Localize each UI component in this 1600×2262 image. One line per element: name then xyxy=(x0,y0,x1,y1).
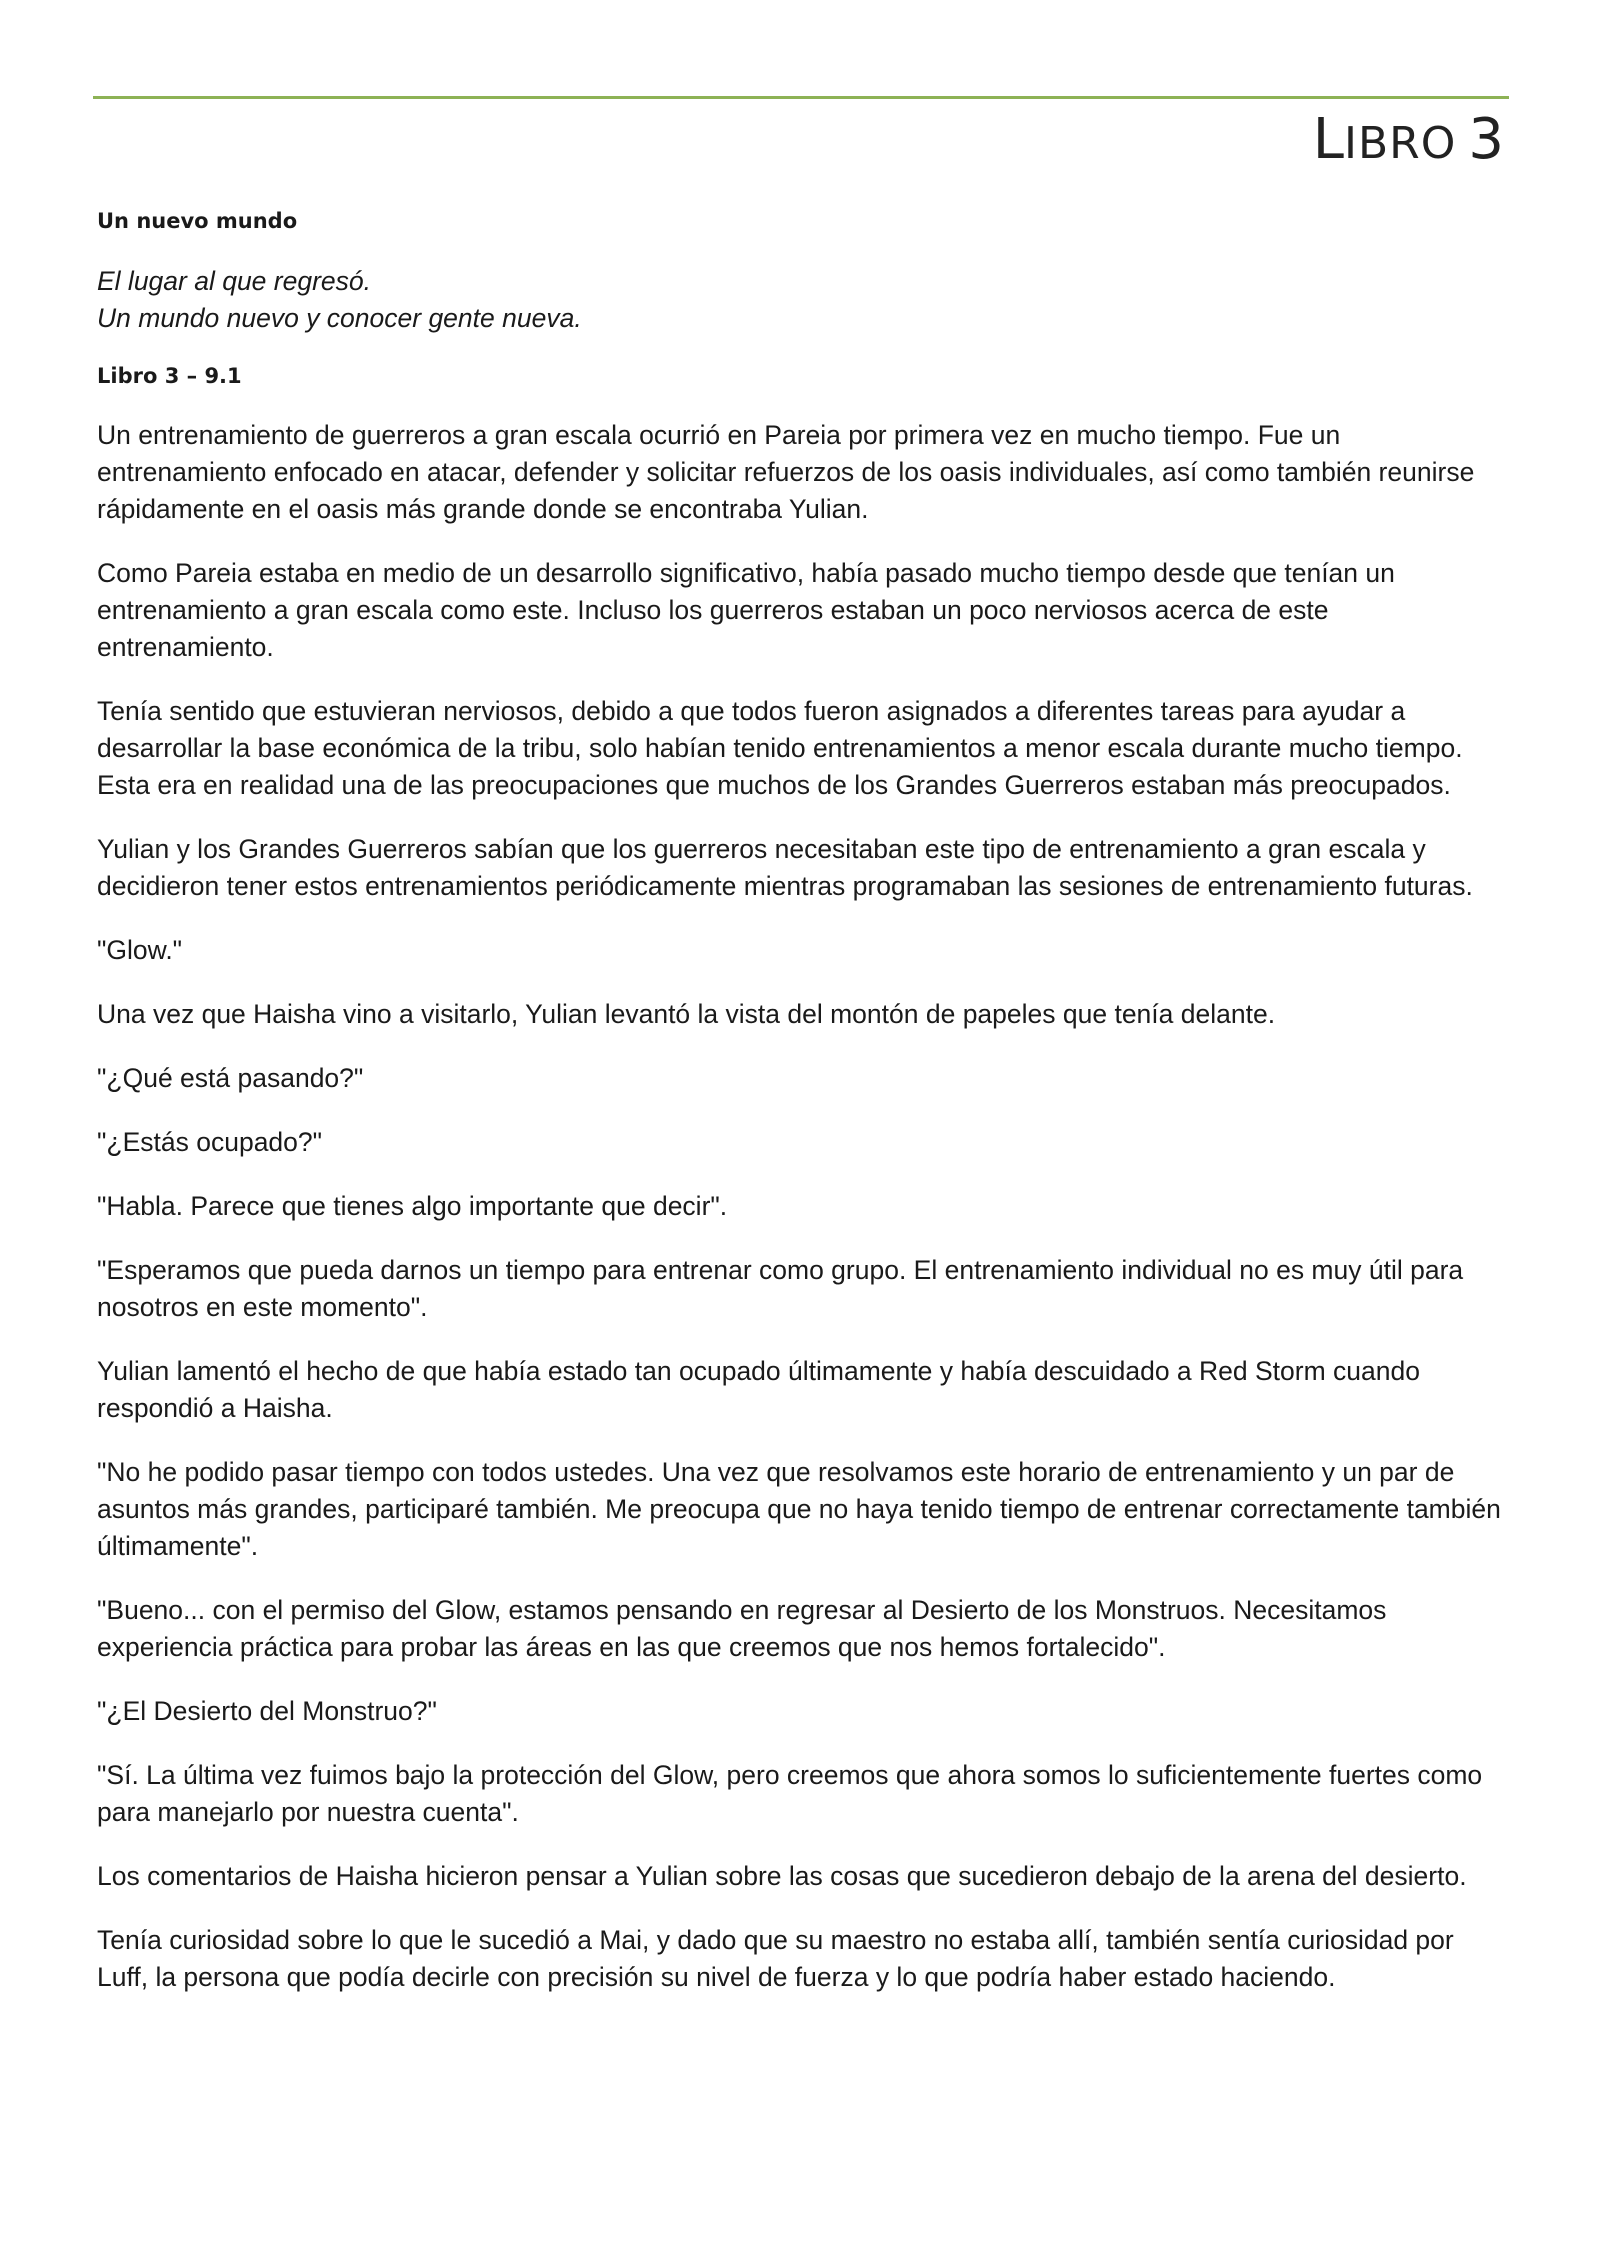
paragraph: Los comentarios de Haisha hicieron pensar a Yulian sobre las cosas que sucedieron debajo de la arena del desierto. xyxy=(97,1861,1467,1891)
dialogue-line: "Glow." xyxy=(97,935,183,965)
paragraph: Yulian y los Grandes Guerreros sabían que los guerreros necesitaban este tipo de entrenamiento a gran escala y decidieron tener estos entrenamientos periódicamente mientras programaban las sesiones de entrenamiento futuras. xyxy=(97,834,1473,901)
epigraph-line-2: Un mundo nuevo y conocer gente nueva. xyxy=(97,303,582,333)
book-title-rest: IBRO xyxy=(1343,118,1457,169)
book-title-number: 3 xyxy=(1468,107,1504,172)
header-rule xyxy=(93,96,1509,99)
dialogue-line: "¿Qué está pasando?" xyxy=(97,1063,364,1093)
epigraph-line-1: El lugar al que regresó. xyxy=(97,266,371,296)
book-title-initial: L xyxy=(1312,107,1344,172)
book-title xyxy=(1312,107,1504,172)
section-heading: Un nuevo mundo xyxy=(97,209,298,233)
paragraph: Tenía curiosidad sobre lo que le sucedió a Mai, y dado que su maestro no estaba allí, también sentía curiosidad por Luff, la persona que podía decirle con precisión su nivel de fuerza y lo que podría haber estado haciendo. xyxy=(97,1925,1454,1992)
epigraph xyxy=(97,263,1509,337)
dialogue-line: "¿El Desierto del Monstruo?" xyxy=(97,1696,437,1726)
dialogue-line: "Habla. Parece que tienes algo importante que decir". xyxy=(97,1191,728,1221)
dialogue-line: "¿Estás ocupado?" xyxy=(97,1127,323,1157)
paragraph: Tenía sentido que estuvieran nerviosos, debido a que todos fueron asignados a diferentes tareas para ayudar a desarrollar la base económica de la tribu, solo habían tenido entrenamientos a menor escala durante mucho tiempo. Esta era en realidad una de las preocupaciones que muchos de los Grandes Guerreros estaban más preocupados. xyxy=(97,696,1463,800)
paragraph: Como Pareia estaba en medio de un desarrollo significativo, había pasado mucho tiempo desde que tenían un entrenamiento a gran escala como este. Incluso los guerreros estaban un poco nerviosos acerca de este entrenamiento. xyxy=(97,558,1395,662)
paragraph: Un entrenamiento de guerreros a gran escala ocurrió en Pareia por primera vez en mucho tiempo. Fue un entrenamiento enfocado en atacar, defender y solicitar refuerzos de los oasis individuales, así como también reunirse rápidamente en el oasis más grande donde se encontraba Yulian. xyxy=(97,420,1475,524)
dialogue-line: "Bueno... con el permiso del Glow, estamos pensando en regresar al Desierto de los Monstruos. Necesitamos experiencia práctica para probar las áreas en las que creemos que nos hemos fortalecido". xyxy=(97,1595,1387,1662)
chapter-heading: Libro 3 – 9.1 xyxy=(97,364,242,388)
dialogue-line: "No he podido pasar tiempo con todos ustedes. Una vez que resolvamos este horario de entrenamiento y un par de asuntos más grandes, participaré también. Me preocupa que no haya tenido tiempo de entrenar correctamente también últimamente". xyxy=(97,1457,1501,1561)
document-body xyxy=(97,205,1509,2023)
paragraph: Yulian lamentó el hecho de que había estado tan ocupado últimamente y había descuidado a Red Storm cuando respondió a Haisha. xyxy=(97,1356,1420,1423)
dialogue-line: "Sí. La última vez fuimos bajo la protección del Glow, pero creemos que ahora somos lo suficientemente fuertes como para manejarlo por nuestra cuenta". xyxy=(97,1760,1483,1827)
paragraph: Una vez que Haisha vino a visitarlo, Yulian levantó la vista del montón de papeles que tenía delante. xyxy=(97,999,1276,1029)
dialogue-line: "Esperamos que pueda darnos un tiempo para entrenar como grupo. El entrenamiento individual no es muy útil para nosotros en este momento". xyxy=(97,1255,1464,1322)
